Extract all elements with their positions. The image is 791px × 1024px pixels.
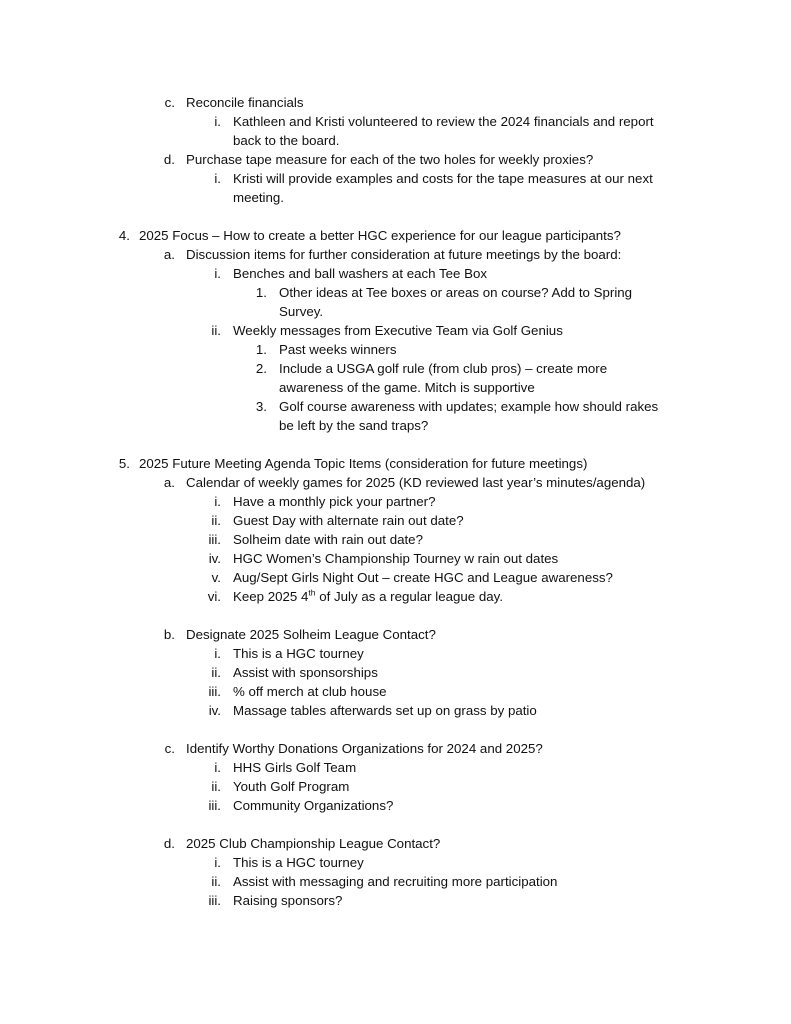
list-text: Assist with sponsorships: [233, 665, 378, 680]
list-text: Solheim date with rain out date?: [233, 532, 423, 547]
list-text: Benches and ball washers at each Tee Box: [233, 266, 488, 281]
list-text: awareness of the game. Mitch is supportive: [279, 380, 535, 395]
list-marker: a.: [163, 475, 175, 490]
list-marker: ii.: [211, 779, 221, 794]
list-marker: iii.: [208, 532, 221, 547]
list-marker: d.: [163, 836, 175, 851]
list-marker: iii.: [208, 684, 221, 699]
list-marker: i.: [214, 494, 221, 509]
list-marker: iii.: [208, 893, 221, 908]
list-text: 2025 Future Meeting Agenda Topic Items (consideration for future meetings): [139, 456, 588, 471]
list-text: Survey.: [279, 304, 324, 319]
list-text: 2025 Club Championship League Contact?: [186, 836, 441, 851]
list-marker: i.: [214, 855, 221, 870]
list-text: Golf course awareness with updates; example how should rakes: [279, 399, 659, 414]
list-marker: iv.: [208, 551, 221, 566]
list-text: This is a HGC tourney: [233, 646, 364, 661]
list-marker: 2.: [255, 361, 267, 376]
list-text: Weekly messages from Executive Team via Golf Genius: [233, 323, 563, 338]
list-text: Aug/Sept Girls Night Out – create HGC and League awareness?: [233, 570, 613, 585]
list-marker: i.: [214, 114, 221, 129]
list-marker: i.: [214, 266, 221, 281]
list-text: HGC Women’s Championship Tourney w rain out dates: [233, 551, 559, 566]
list-text: back to the board.: [233, 133, 340, 148]
list-text: Purchase tape measure for each of the two holes for weekly proxies?: [186, 152, 594, 167]
list-marker: 1.: [255, 285, 267, 300]
list-marker: d.: [163, 152, 175, 167]
list-marker: ii.: [211, 513, 221, 528]
ordinal-superscript: th: [308, 587, 316, 598]
list-marker: i.: [214, 760, 221, 775]
list-text: Raising sponsors?: [233, 893, 343, 908]
list-text: Designate 2025 Solheim League Contact?: [186, 627, 436, 642]
list-text: Kathleen and Kristi volunteered to review the 2024 financials and report: [233, 114, 654, 129]
list-text: Guest Day with alternate rain out date?: [233, 513, 464, 528]
list-text: HHS Girls Golf Team: [233, 760, 357, 775]
list-marker: 1.: [255, 342, 267, 357]
list-text: Past weeks winners: [279, 342, 397, 357]
list-text: Assist with messaging and recruiting more participation: [233, 874, 558, 889]
list-text: This is a HGC tourney: [233, 855, 364, 870]
list-text: Include a USGA golf rule (from club pros) – create more: [279, 361, 608, 376]
list-text: 2025 Focus – How to create a better HGC experience for our league participants?: [139, 228, 621, 243]
list-text: Other ideas at Tee boxes or areas on course? Add to Spring: [279, 285, 633, 300]
list-text: Identify Worthy Donations Organizations for 2024 and 2025?: [186, 741, 543, 756]
list-text: Youth Golf Program: [233, 779, 350, 794]
list-marker: i.: [214, 646, 221, 661]
list-text: Community Organizations?: [233, 798, 394, 813]
list-text: Kristi will provide examples and costs for the tape measures at our next: [233, 171, 653, 186]
list-marker: v.: [211, 570, 221, 585]
list-marker: c.: [164, 741, 175, 756]
list-marker: 5.: [118, 456, 130, 471]
list-text: Keep 2025 4th of July as a regular league day.: [233, 587, 504, 604]
list-marker: ii.: [211, 323, 221, 338]
list-marker: iv.: [208, 703, 221, 718]
list-marker: vi.: [207, 589, 221, 604]
list-text: Reconcile financials: [186, 95, 304, 110]
list-marker: c.: [164, 95, 175, 110]
list-text: meeting.: [233, 190, 284, 205]
list-marker: iii.: [208, 798, 221, 813]
list-marker: 4.: [118, 228, 130, 243]
list-text: Calendar of weekly games for 2025 (KD reviewed last year’s minutes/agenda): [186, 475, 646, 490]
list-text: % off merch at club house: [233, 684, 387, 699]
list-text: Have a monthly pick your partner?: [233, 494, 436, 509]
list-marker: i.: [214, 171, 221, 186]
list-marker: 3.: [255, 399, 267, 414]
list-text: be left by the sand traps?: [279, 418, 429, 433]
list-text: Massage tables afterwards set up on grass by patio: [233, 703, 537, 718]
list-marker: ii.: [211, 665, 221, 680]
list-text: Discussion items for further consideration at future meetings by the board:: [186, 247, 622, 262]
list-marker: a.: [163, 247, 175, 262]
list-marker: b.: [163, 627, 175, 642]
list-marker: ii.: [211, 874, 221, 889]
